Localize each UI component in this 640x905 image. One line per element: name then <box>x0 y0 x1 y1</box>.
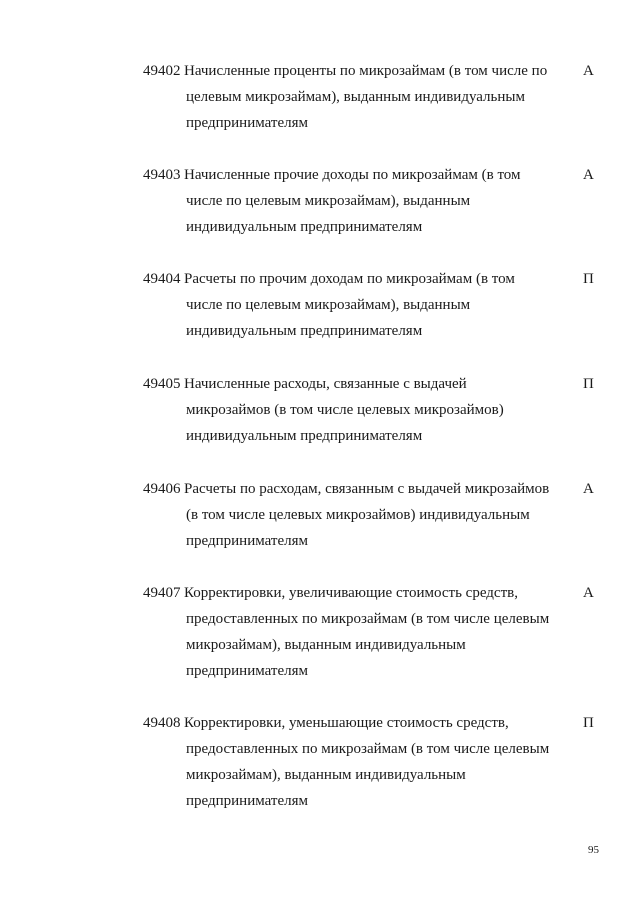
account-description <box>186 580 566 684</box>
page-number: 95 <box>588 844 599 856</box>
description-line: предпринимателям <box>186 663 308 679</box>
description-line: микрозаймам), выданным индивидуальным <box>186 637 466 653</box>
description-line: индивидуальным предпринимателям <box>186 219 423 235</box>
account-type: П <box>583 271 594 287</box>
account-description <box>186 266 566 344</box>
account-type: А <box>583 63 594 79</box>
account-description <box>186 371 566 449</box>
account-type: А <box>583 167 594 183</box>
description-line: предоставленных по микрозаймам (в том числе целевым <box>186 741 550 757</box>
description-line: (в том числе целевых микрозаймов) индивидуальным <box>186 507 530 523</box>
account-description <box>186 476 566 554</box>
account-type: А <box>583 585 594 601</box>
description-line: микрозаймов (в том числе целевых микрозаймов) <box>186 402 504 418</box>
account-type: П <box>583 376 594 392</box>
account-code: 49405 <box>143 376 181 392</box>
description-line: индивидуальным предпринимателям <box>186 428 423 444</box>
description-line: Расчеты по прочим доходам по микрозаймам (в том <box>184 271 515 287</box>
description-line: предпринимателям <box>186 793 308 809</box>
account-type: А <box>583 481 594 497</box>
description-line: числе по целевым микрозаймам), выданным <box>186 297 471 313</box>
description-line: Расчеты по расходам, связанным с выдачей микрозаймов <box>184 481 550 497</box>
account-description <box>186 162 566 240</box>
account-description <box>186 58 566 136</box>
description-line: Начисленные проценты по микрозаймам (в том числе по <box>184 63 548 79</box>
account-code: 49408 <box>143 715 181 731</box>
description-line: предпринимателям <box>186 115 308 131</box>
description-line: Начисленные прочие доходы по микрозаймам (в том <box>184 167 521 183</box>
account-code: 49402 <box>143 63 181 79</box>
account-code: 49404 <box>143 271 181 287</box>
description-line: целевым микрозаймам), выданным индивидуальным <box>186 89 525 105</box>
description-line: индивидуальным предпринимателям <box>186 323 423 339</box>
description-line: Корректировки, увеличивающие стоимость средств, <box>184 585 518 601</box>
description-line: числе по целевым микрозаймам), выданным <box>186 193 471 209</box>
description-line: предоставленных по микрозаймам (в том числе целевым <box>186 611 550 627</box>
description-line: предпринимателям <box>186 533 308 549</box>
account-type: П <box>583 715 594 731</box>
description-line: микрозаймам), выданным индивидуальным <box>186 767 466 783</box>
account-code: 49407 <box>143 585 181 601</box>
description-line: Корректировки, уменьшающие стоимость средств, <box>184 715 509 731</box>
account-code: 49403 <box>143 167 181 183</box>
account-code: 49406 <box>143 481 181 497</box>
description-line: Начисленные расходы, связанные с выдачей <box>184 376 467 392</box>
account-description <box>186 710 566 814</box>
